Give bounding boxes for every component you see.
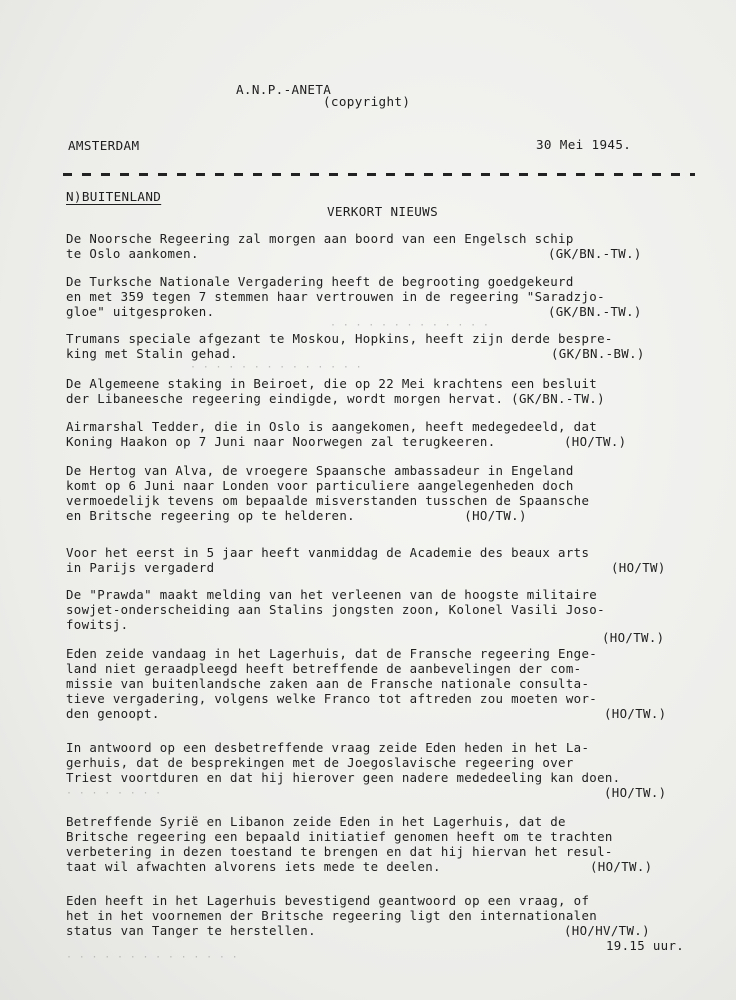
news-item-6-line-3: vermoedelijk tevens om bepaalde misverstanden tusschen de Spaansche (66, 493, 590, 508)
news-item-9-line-1: Eden zeide vandaag in het Lagerhuis, dat de Fransche regeering Enge- (66, 646, 598, 661)
news-item-3-code: (GK/BN.-BW.) (551, 346, 645, 361)
news-item-7-line-2: in Parijs vergaderd (66, 560, 215, 575)
news-item-1-line-1: De Noorsche Regeering zal morgen aan boord van een Engelsch schip (66, 231, 574, 246)
news-item-6-line-4: en Britsche regeering op te helderen. (HO/TW.) (66, 508, 527, 523)
faint-show-through-4: · · · · · · · · · · · · · · (66, 952, 239, 963)
news-item-9-line-3: missie van buitenlandsche zaken aan de Fransche nationale consulta- (66, 676, 590, 691)
section-title: VERKORT NIEUWS (327, 204, 439, 219)
news-item-10-line-2: gerhuis, dat de besprekingen met de Joegoslavische regeering over (66, 755, 574, 770)
news-item-5-line-1: Airmarshal Tedder, die in Oslo is aangekomen, heeft medegedeeld, dat (66, 419, 598, 434)
news-item-9-code: (HO/TW.) (604, 706, 667, 721)
news-item-7-line-1: Voor het eerst in 5 jaar heeft vanmiddag de Academie des beaux arts (66, 545, 590, 560)
news-item-5-code: (HO/TW.) (564, 434, 627, 449)
news-item-9-line-2: land niet geraadpleegd heeft betreffende de aanbevelingen der com- (66, 661, 582, 676)
news-item-4-line-1: De Algemeene staking in Beiroet, die op 22 Mei krachtens een besluit (66, 376, 598, 391)
news-item-4-line-2: der Libaneesche regeering eindigde, wordt morgen hervat. (GK/BN.-TW.) (66, 391, 605, 406)
news-item-11-line-2: Britsche regeering een bepaald initiatief genomen heeft om te trachten (66, 829, 613, 844)
news-item-6-line-1: De Hertog van Alva, de vroegere Spaansche ambassadeur in Engeland (66, 463, 574, 478)
closing-time: 19.15 uur. (606, 938, 685, 953)
agency-name: A.N.P.-ANETA (236, 82, 332, 97)
news-item-1-code: (GK/BN.-TW.) (548, 246, 642, 261)
dateline-city: AMSTERDAM (68, 138, 140, 153)
news-item-11-line-4: taat wil afwachten alvorens iets mede te deelen. (66, 859, 441, 874)
news-item-8-line-1: De "Prawda" maakt melding van het verleenen van de hoogste militaire (66, 587, 598, 602)
faint-show-through-3: · · · · · · · · (66, 788, 162, 799)
news-item-11-code: (HO/TW.) (590, 859, 653, 874)
news-item-8-line-2: sowjet-onderscheiding aan Stalins jongsten zoon, Kolonel Vasili Joso- (66, 602, 605, 617)
news-item-2-line-3: gloe" uitgesproken. (66, 304, 215, 319)
section-label: N)BUITENLAND (66, 189, 162, 204)
copyright-note: (copyright) (323, 94, 411, 109)
dashed-separator (63, 173, 695, 176)
news-item-1-line-2: te Oslo aankomen. (66, 246, 199, 261)
news-item-2-line-1: De Turksche Nationale Vergadering heeft de begrooting goedgekeurd (66, 274, 574, 289)
news-item-5-line-2: Koning Haakon op 7 Juni naar Noorwegen zal terugkeeren. (66, 434, 496, 449)
news-item-9-line-4: tieve vergadering, volgens welke Franco tot aftreden zou moeten wor- (66, 691, 598, 706)
news-item-8-line-3: fowitsj. (66, 617, 129, 632)
news-item-10-line-3: Triest voortduren en dat hij hierover geen nadere mededeeling kan doen. (66, 770, 621, 785)
news-item-2-line-2: en met 359 tegen 7 stemmen haar vertrouwen in de regeering "Saradzjo- (66, 289, 605, 304)
news-item-9-line-5: den genoopt. (66, 706, 160, 721)
faint-show-through-2: · · · · · · · · · · · · · · (190, 362, 363, 373)
faint-show-through-1: · · · · · · · · · · · · · (330, 320, 490, 331)
news-item-2-code: (GK/BN.-TW.) (548, 304, 642, 319)
news-item-12-code: (HO/HV/TW.) (564, 923, 650, 938)
news-item-10-code: (HO/TW.) (604, 785, 667, 800)
news-item-7-code: (HO/TW) (611, 560, 666, 575)
news-item-11-line-3: verbetering in dezen toestand te brengen en dat hij hiervan het resul- (66, 844, 613, 859)
news-item-11-line-1: Betreffende Syrië en Libanon zeide Eden in het Lagerhuis, dat de (66, 814, 566, 829)
news-item-3-line-1: Trumans speciale afgezant te Moskou, Hopkins, heeft zijn derde bespre- (66, 331, 613, 346)
news-item-10-line-1: In antwoord op een desbetreffende vraag zeide Eden heden in het La- (66, 740, 590, 755)
news-item-12-line-3: status van Tanger te herstellen. (66, 923, 316, 938)
news-item-6-line-2: komt op 6 Juni naar Londen voor particuliere aangelegenheden doch (66, 478, 574, 493)
news-item-8-code: (HO/TW.) (602, 630, 665, 645)
news-item-12-line-2: het in het voornemen der Britsche regeering ligt den internationalen (66, 908, 598, 923)
dateline-date: 30 Mei 1945. (536, 137, 632, 152)
news-item-12-line-1: Eden heeft in het Lagerhuis bevestigend geantwoord op een vraag, of (66, 893, 590, 908)
news-item-3-line-2: king met Stalin gehad. (66, 346, 238, 361)
